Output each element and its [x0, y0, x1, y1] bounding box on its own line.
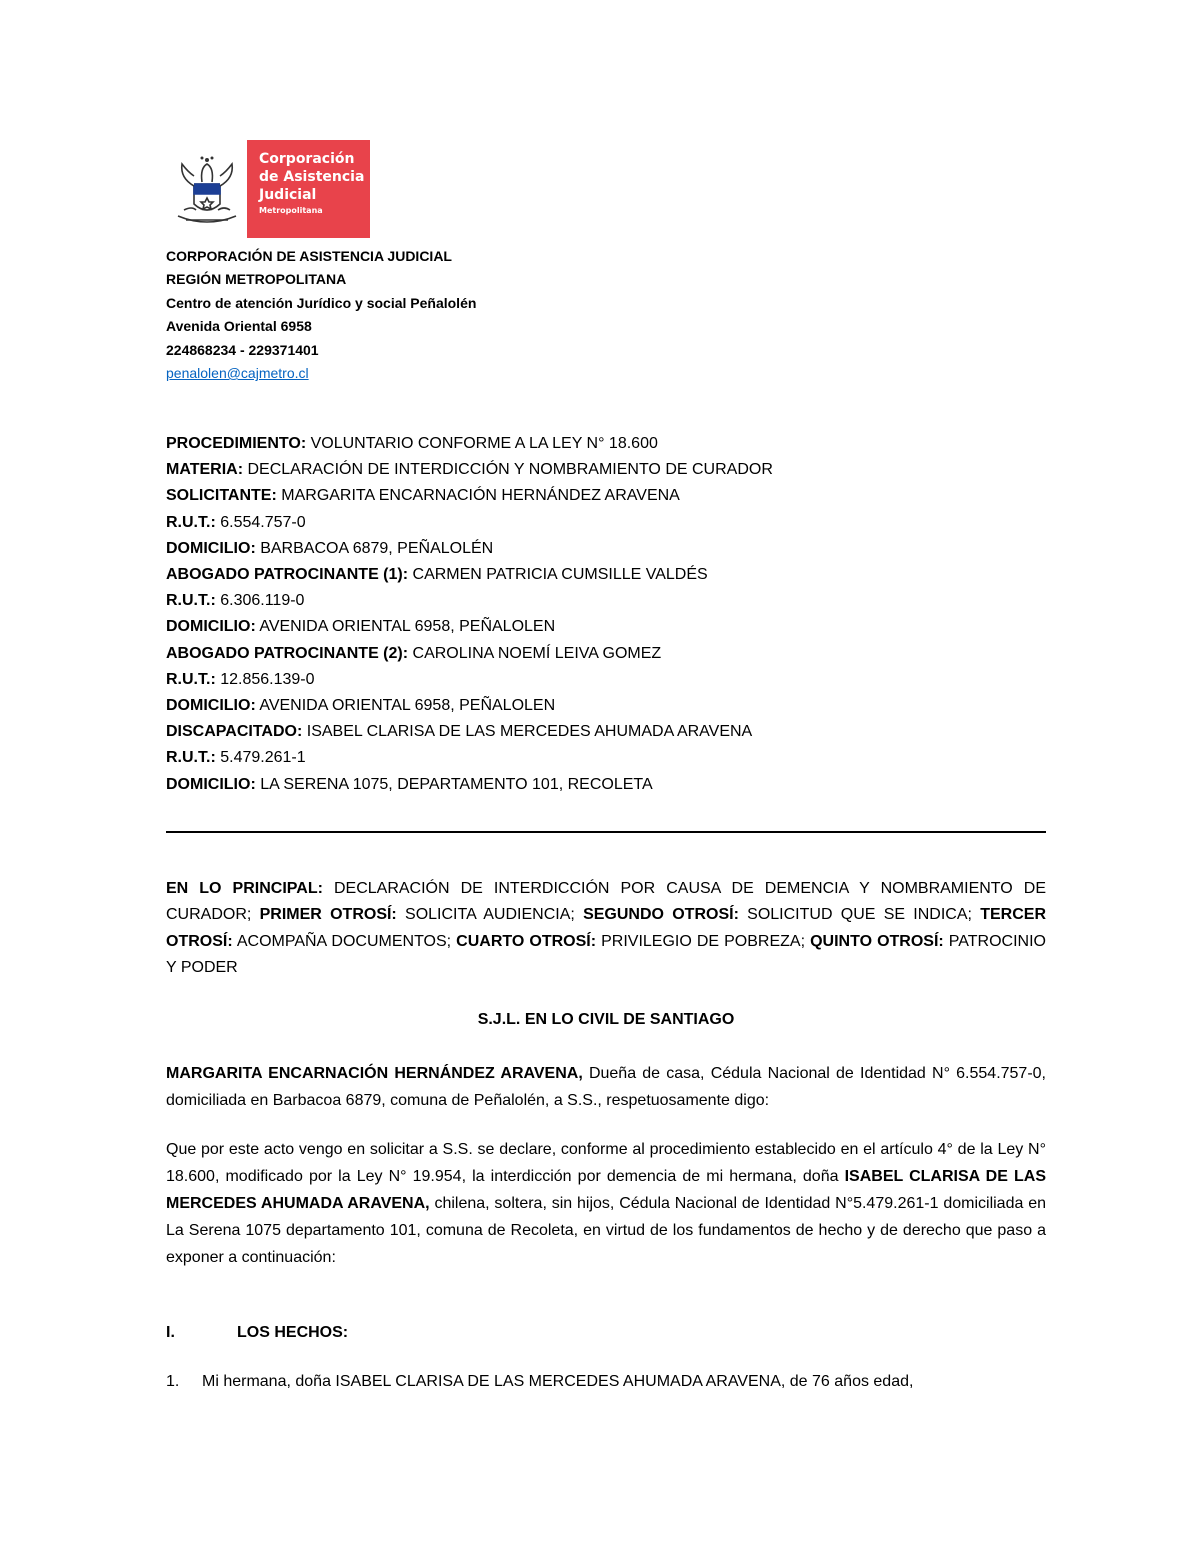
letterhead	[166, 245, 476, 385]
coat-of-arms	[166, 140, 247, 238]
case-line: SOLICITANTE: MARGARITA ENCARNACIÓN HERNÁNDEZ ARAVENA	[166, 487, 680, 505]
logo-line-4: Metropolitana	[259, 206, 323, 215]
case-line: ABOGADO PATROCINANTE (2): CAROLINA NOEMÍ LEIVA GOMEZ	[166, 644, 662, 662]
center-name: Centro de atención Jurídico y social Peñalolén	[166, 294, 477, 311]
case-line: DOMICILIO: AVENIDA ORIENTAL 6958, PEÑALOLEN	[166, 697, 556, 715]
case-line: DOMICILIO: AVENIDA ORIENTAL 6958, PEÑALOLEN	[166, 618, 556, 636]
case-details	[166, 431, 773, 798]
case-line: PROCEDIMIENTO: VOLUNTARIO CONFORME A LA LEY N° 18.600	[166, 435, 658, 452]
case-line: R.U.T.: 12.856.139-0	[166, 670, 315, 688]
center-address: Avenida Oriental 6958	[166, 318, 312, 335]
logo-line-3: Judicial	[259, 187, 317, 203]
org-name: CORPORACIÓN DE ASISTENCIA JUDICIAL	[166, 248, 452, 264]
center-phones: 224868234 - 229371401	[166, 341, 319, 358]
logo-text-panel	[247, 140, 370, 238]
institution-logo	[166, 140, 370, 238]
case-line: DISCAPACITADO: ISABEL CLARISA DE LAS MERCEDES AHUMADA ARAVENA	[166, 723, 753, 741]
list-item: 1. Mi hermana, doña ISABEL CLARISA DE LAS MERCEDES AHUMADA ARAVENA, de 76 años edad,	[166, 1373, 914, 1390]
intro-paragraph: MARGARITA ENCARNACIÓN HERNÁNDEZ ARAVENA, Dueña de casa, Cédula Nacional de Identidad N° 6.554.757-0, domiciliada en Barbacoa 6879, comuna de Peñalolén, a S.S., respetuosamente digo:	[166, 1065, 1047, 1109]
case-line: DOMICILIO: BARBACOA 6879, PEÑALOLÉN	[166, 539, 494, 557]
case-line: R.U.T.: 6.554.757-0	[166, 513, 306, 531]
case-line: MATERIA: DECLARACIÓN DE INTERDICCIÓN Y NOMBRAMIENTO DE CURADOR	[166, 461, 773, 479]
case-line: DOMICILIO: LA SERENA 1075, DEPARTAMENTO 101, RECOLETA	[166, 775, 653, 793]
request-paragraph: Que por este acto vengo en solicitar a S.S. se declare, conforme al procedimiento establecido en el artículo 4° de la Ley N° 18.600, modificado por la Ley N° 19.954, la interdicción por demencia de mi hermana, doña ISABEL CLARISA DE LAS MERCEDES AHUMADA ARAVENA, chilena, soltera, sin hijos, Cédula Nacional de Identidad N°5.479.261-1 domiciliada en La Serena 1075 departamento 101, comuna de Recoleta, en virtud de los fundamentos de hecho y de derecho que paso a exponer a continuación:	[166, 1141, 1047, 1266]
case-line: R.U.T.: 6.306.119-0	[166, 592, 305, 610]
section-heading: I. LOS HECHOS:	[166, 1324, 349, 1341]
case-line: ABOGADO PATROCINANTE (1): CARMEN PATRICIA CUMSILLE VALDÉS	[166, 566, 708, 584]
region-name: REGIÓN METROPOLITANA	[166, 271, 347, 288]
case-line: R.U.T.: 5.479.261-1	[166, 749, 306, 767]
coat-of-arms-icon	[172, 146, 242, 232]
logo-line-2: de Asistencia	[259, 169, 365, 185]
divider	[166, 831, 1046, 833]
sumilla: EN LO PRINCIPAL: DECLARACIÓN DE INTERDICCIÓN POR CAUSA DE DEMENCIA Y NOMBRAMIENTO DE CURADOR; PRIMER OTROSÍ: SOLICITA AUDIENCIA; SEGUNDO OTROSÍ: SOLICITUD QUE SE INDICA; TERCER OTROSÍ: ACOMPAÑA DOCUMENTOS; CUARTO OTROSÍ: PRIVILEGIO DE POBREZA; QUINTO OTROSÍ: PATROCINIO Y PODER	[166, 880, 1047, 977]
email-link[interactable]: penalolen@cajmetro.cl	[166, 365, 309, 382]
court-heading: S.J.L. EN LO CIVIL DE SANTIAGO	[477, 1011, 735, 1028]
logo-line-1: Corporación	[259, 151, 355, 167]
